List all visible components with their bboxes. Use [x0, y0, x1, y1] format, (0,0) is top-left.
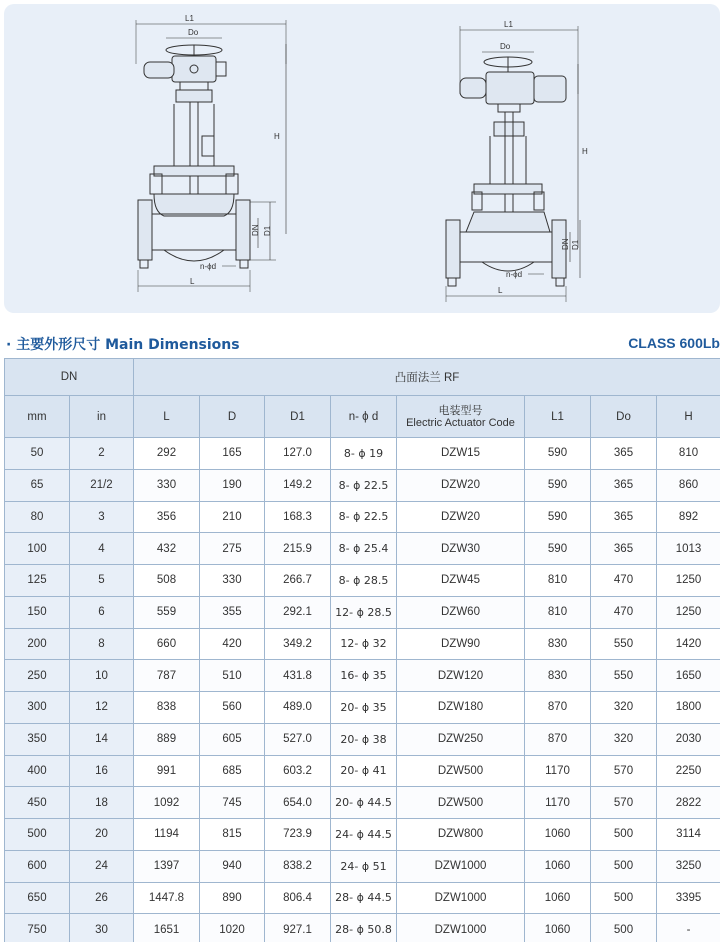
cell-in: 14	[70, 723, 134, 755]
cell-d1: 927.1	[265, 914, 331, 942]
table-row	[5, 692, 720, 724]
cell-h: 2030	[657, 723, 720, 755]
cell-l1: 830	[525, 660, 591, 692]
cell-h: 1250	[657, 565, 720, 597]
cell-l: 292	[134, 438, 200, 470]
right-nd-label: n-ϕd	[506, 270, 523, 279]
cell-d: 510	[200, 660, 265, 692]
cell-do: 570	[591, 787, 657, 819]
cell-code: DZW60	[397, 596, 525, 628]
cell-d: 165	[200, 438, 265, 470]
cell-in: 21/2	[70, 469, 134, 501]
cell-h: 1420	[657, 628, 720, 660]
right-l-label: L	[498, 286, 503, 295]
col-l1-header: L1	[525, 396, 591, 438]
left-d1-label: D1	[263, 225, 272, 236]
cell-l1: 1060	[525, 850, 591, 882]
cell-h: 3395	[657, 882, 720, 914]
cell-d: 275	[200, 533, 265, 565]
cell-mm: 750	[5, 914, 70, 942]
cell-l: 1194	[134, 819, 200, 851]
cell-d: 1020	[200, 914, 265, 942]
cell-mm: 125	[5, 565, 70, 597]
cell-d1: 127.0	[265, 438, 331, 470]
section-header	[0, 331, 720, 355]
cell-l1: 590	[525, 438, 591, 470]
cell-nd: 24- ϕ 44.5	[331, 819, 397, 851]
cell-nd: 8- ϕ 22.5	[331, 501, 397, 533]
cell-in: 30	[70, 914, 134, 942]
cell-mm: 100	[5, 533, 70, 565]
cell-in: 4	[70, 533, 134, 565]
cell-code: DZW15	[397, 438, 525, 470]
cell-h: 1650	[657, 660, 720, 692]
table-row	[5, 501, 720, 533]
cell-nd: 8- ϕ 22.5	[331, 469, 397, 501]
cell-h: 1250	[657, 596, 720, 628]
col-code-header	[397, 396, 525, 438]
cell-code: DZW500	[397, 755, 525, 787]
cell-d1: 654.0	[265, 787, 331, 819]
cell-h: 2822	[657, 787, 720, 819]
cell-code: DZW20	[397, 469, 525, 501]
cell-do: 470	[591, 565, 657, 597]
dn-group-header: DN	[5, 359, 134, 396]
cell-l1: 1170	[525, 787, 591, 819]
table-row	[5, 660, 720, 692]
cell-do: 365	[591, 501, 657, 533]
cell-l: 1651	[134, 914, 200, 942]
col-l-header: L	[134, 396, 200, 438]
cell-l: 508	[134, 565, 200, 597]
cell-l1: 1170	[525, 755, 591, 787]
cell-nd: 20- ϕ 38	[331, 723, 397, 755]
cell-code: DZW800	[397, 819, 525, 851]
cell-l1: 590	[525, 501, 591, 533]
cell-l1: 1060	[525, 819, 591, 851]
cell-nd: 28- ϕ 50.8	[331, 914, 397, 942]
table-row	[5, 438, 720, 470]
rf-group-header: 凸面法兰 RF	[134, 359, 720, 396]
cell-nd: 8- ϕ 28.5	[331, 565, 397, 597]
left-l1-label: L1	[185, 14, 194, 23]
cell-d: 815	[200, 819, 265, 851]
cell-in: 16	[70, 755, 134, 787]
cell-in: 18	[70, 787, 134, 819]
cell-nd: 8- ϕ 19	[331, 438, 397, 470]
col-mm-header: mm	[5, 396, 70, 438]
table-row	[5, 755, 720, 787]
cell-h: 860	[657, 469, 720, 501]
cell-code: DZW250	[397, 723, 525, 755]
cell-l: 991	[134, 755, 200, 787]
cell-code: DZW30	[397, 533, 525, 565]
cell-do: 500	[591, 850, 657, 882]
left-h-label: H	[274, 132, 280, 141]
cell-in: 6	[70, 596, 134, 628]
cell-mm: 50	[5, 438, 70, 470]
cell-l1: 590	[525, 469, 591, 501]
left-l-label: L	[190, 277, 195, 286]
valve-drawings	[4, 4, 720, 313]
cell-mm: 150	[5, 596, 70, 628]
cell-d: 355	[200, 596, 265, 628]
cell-l: 559	[134, 596, 200, 628]
cell-h: 3114	[657, 819, 720, 851]
cell-code: DZW1000	[397, 850, 525, 882]
table-row	[5, 469, 720, 501]
cell-mm: 500	[5, 819, 70, 851]
cell-l: 330	[134, 469, 200, 501]
cell-nd: 16- ϕ 35	[331, 660, 397, 692]
cell-do: 550	[591, 628, 657, 660]
cell-d: 420	[200, 628, 265, 660]
cell-d: 210	[200, 501, 265, 533]
cell-d1: 489.0	[265, 692, 331, 724]
right-d1-label: D1	[571, 239, 580, 250]
cell-code: DZW20	[397, 501, 525, 533]
col-do-header: Do	[591, 396, 657, 438]
cell-d1: 349.2	[265, 628, 331, 660]
cell-in: 3	[70, 501, 134, 533]
cell-l: 432	[134, 533, 200, 565]
cell-d: 190	[200, 469, 265, 501]
class-label: CLASS 600Lb	[628, 335, 720, 351]
cell-h: 3250	[657, 850, 720, 882]
cell-in: 12	[70, 692, 134, 724]
table-row	[5, 565, 720, 597]
cell-do: 470	[591, 596, 657, 628]
cell-mm: 450	[5, 787, 70, 819]
cell-l: 838	[134, 692, 200, 724]
dimensions-table	[4, 358, 720, 942]
cell-h: -	[657, 914, 720, 942]
right-h-label: H	[582, 147, 588, 156]
right-valve-drawing	[446, 26, 580, 302]
cell-do: 365	[591, 438, 657, 470]
cell-d1: 266.7	[265, 565, 331, 597]
right-l1-label: L1	[504, 20, 513, 29]
table-row	[5, 787, 720, 819]
cell-mm: 200	[5, 628, 70, 660]
cell-l: 1447.8	[134, 882, 200, 914]
cell-code: DZW90	[397, 628, 525, 660]
cell-d: 745	[200, 787, 265, 819]
cell-d: 330	[200, 565, 265, 597]
cell-in: 20	[70, 819, 134, 851]
cell-do: 500	[591, 914, 657, 942]
cell-in: 26	[70, 882, 134, 914]
cell-nd: 24- ϕ 51	[331, 850, 397, 882]
cell-l1: 1060	[525, 882, 591, 914]
cell-h: 2250	[657, 755, 720, 787]
cell-l1: 830	[525, 628, 591, 660]
table-row	[5, 723, 720, 755]
cell-nd: 20- ϕ 41	[331, 755, 397, 787]
cell-d1: 806.4	[265, 882, 331, 914]
cell-code: DZW500	[397, 787, 525, 819]
cell-in: 8	[70, 628, 134, 660]
cell-l: 660	[134, 628, 200, 660]
cell-do: 365	[591, 533, 657, 565]
cell-nd: 12- ϕ 32	[331, 628, 397, 660]
cell-do: 570	[591, 755, 657, 787]
cell-h: 1013	[657, 533, 720, 565]
cell-h: 810	[657, 438, 720, 470]
cell-d: 890	[200, 882, 265, 914]
cell-code: DZW180	[397, 692, 525, 724]
cell-h: 892	[657, 501, 720, 533]
cell-l: 889	[134, 723, 200, 755]
left-do-label: Do	[188, 28, 199, 37]
cell-l1: 810	[525, 596, 591, 628]
cell-d1: 603.2	[265, 755, 331, 787]
cell-code: DZW45	[397, 565, 525, 597]
cell-l1: 870	[525, 723, 591, 755]
right-dn-label: DN	[561, 238, 570, 250]
cell-do: 500	[591, 882, 657, 914]
table-row	[5, 533, 720, 565]
table-row	[5, 819, 720, 851]
cell-mm: 350	[5, 723, 70, 755]
cell-in: 10	[70, 660, 134, 692]
cell-l: 787	[134, 660, 200, 692]
cell-d: 605	[200, 723, 265, 755]
cell-mm: 650	[5, 882, 70, 914]
col-h-header: H	[657, 396, 720, 438]
cell-code: DZW1000	[397, 882, 525, 914]
cell-l1: 870	[525, 692, 591, 724]
cell-d1: 168.3	[265, 501, 331, 533]
cell-do: 550	[591, 660, 657, 692]
cell-mm: 300	[5, 692, 70, 724]
cell-nd: 20- ϕ 35	[331, 692, 397, 724]
cell-l1: 810	[525, 565, 591, 597]
cell-h: 1800	[657, 692, 720, 724]
col-d1-header: D1	[265, 396, 331, 438]
drawing-panel	[4, 4, 720, 313]
cell-d: 940	[200, 850, 265, 882]
cell-nd: 8- ϕ 25.4	[331, 533, 397, 565]
cell-do: 320	[591, 692, 657, 724]
cell-l1: 590	[525, 533, 591, 565]
cell-d: 560	[200, 692, 265, 724]
cell-code: DZW1000	[397, 914, 525, 942]
cell-mm: 400	[5, 755, 70, 787]
cell-d1: 527.0	[265, 723, 331, 755]
cell-mm: 250	[5, 660, 70, 692]
cell-mm: 65	[5, 469, 70, 501]
right-do-label: Do	[500, 42, 511, 51]
col-d-header: D	[200, 396, 265, 438]
cell-d: 685	[200, 755, 265, 787]
cell-mm: 600	[5, 850, 70, 882]
col-in-header: in	[70, 396, 134, 438]
cell-d1: 292.1	[265, 596, 331, 628]
col-nd-header: n- ϕ d	[331, 396, 397, 438]
left-nd-label: n-ϕd	[200, 262, 217, 271]
col-code-header-en: Electric Actuator Code	[406, 416, 515, 429]
cell-l: 1397	[134, 850, 200, 882]
table-row	[5, 914, 720, 942]
table-row	[5, 596, 720, 628]
table-body	[5, 438, 720, 942]
cell-in: 24	[70, 850, 134, 882]
cell-code: DZW120	[397, 660, 525, 692]
cell-nd: 20- ϕ 44.5	[331, 787, 397, 819]
cell-mm: 80	[5, 501, 70, 533]
cell-d1: 838.2	[265, 850, 331, 882]
cell-d1: 723.9	[265, 819, 331, 851]
left-valve-drawing	[136, 20, 286, 292]
cell-d1: 215.9	[265, 533, 331, 565]
cell-do: 320	[591, 723, 657, 755]
table-row	[5, 850, 720, 882]
cell-l: 356	[134, 501, 200, 533]
cell-in: 5	[70, 565, 134, 597]
cell-do: 500	[591, 819, 657, 851]
cell-nd: 28- ϕ 44.5	[331, 882, 397, 914]
cell-d1: 431.8	[265, 660, 331, 692]
cell-l: 1092	[134, 787, 200, 819]
cell-d1: 149.2	[265, 469, 331, 501]
col-code-header-zh: 电装型号	[438, 404, 483, 417]
table-row	[5, 882, 720, 914]
table-row	[5, 628, 720, 660]
cell-do: 365	[591, 469, 657, 501]
section-title: · 主要外形尺寸 Main Dimensions	[6, 337, 240, 353]
cell-nd: 12- ϕ 28.5	[331, 596, 397, 628]
left-dn-label: DN	[251, 224, 260, 236]
cell-l1: 1060	[525, 914, 591, 942]
cell-in: 2	[70, 438, 134, 470]
